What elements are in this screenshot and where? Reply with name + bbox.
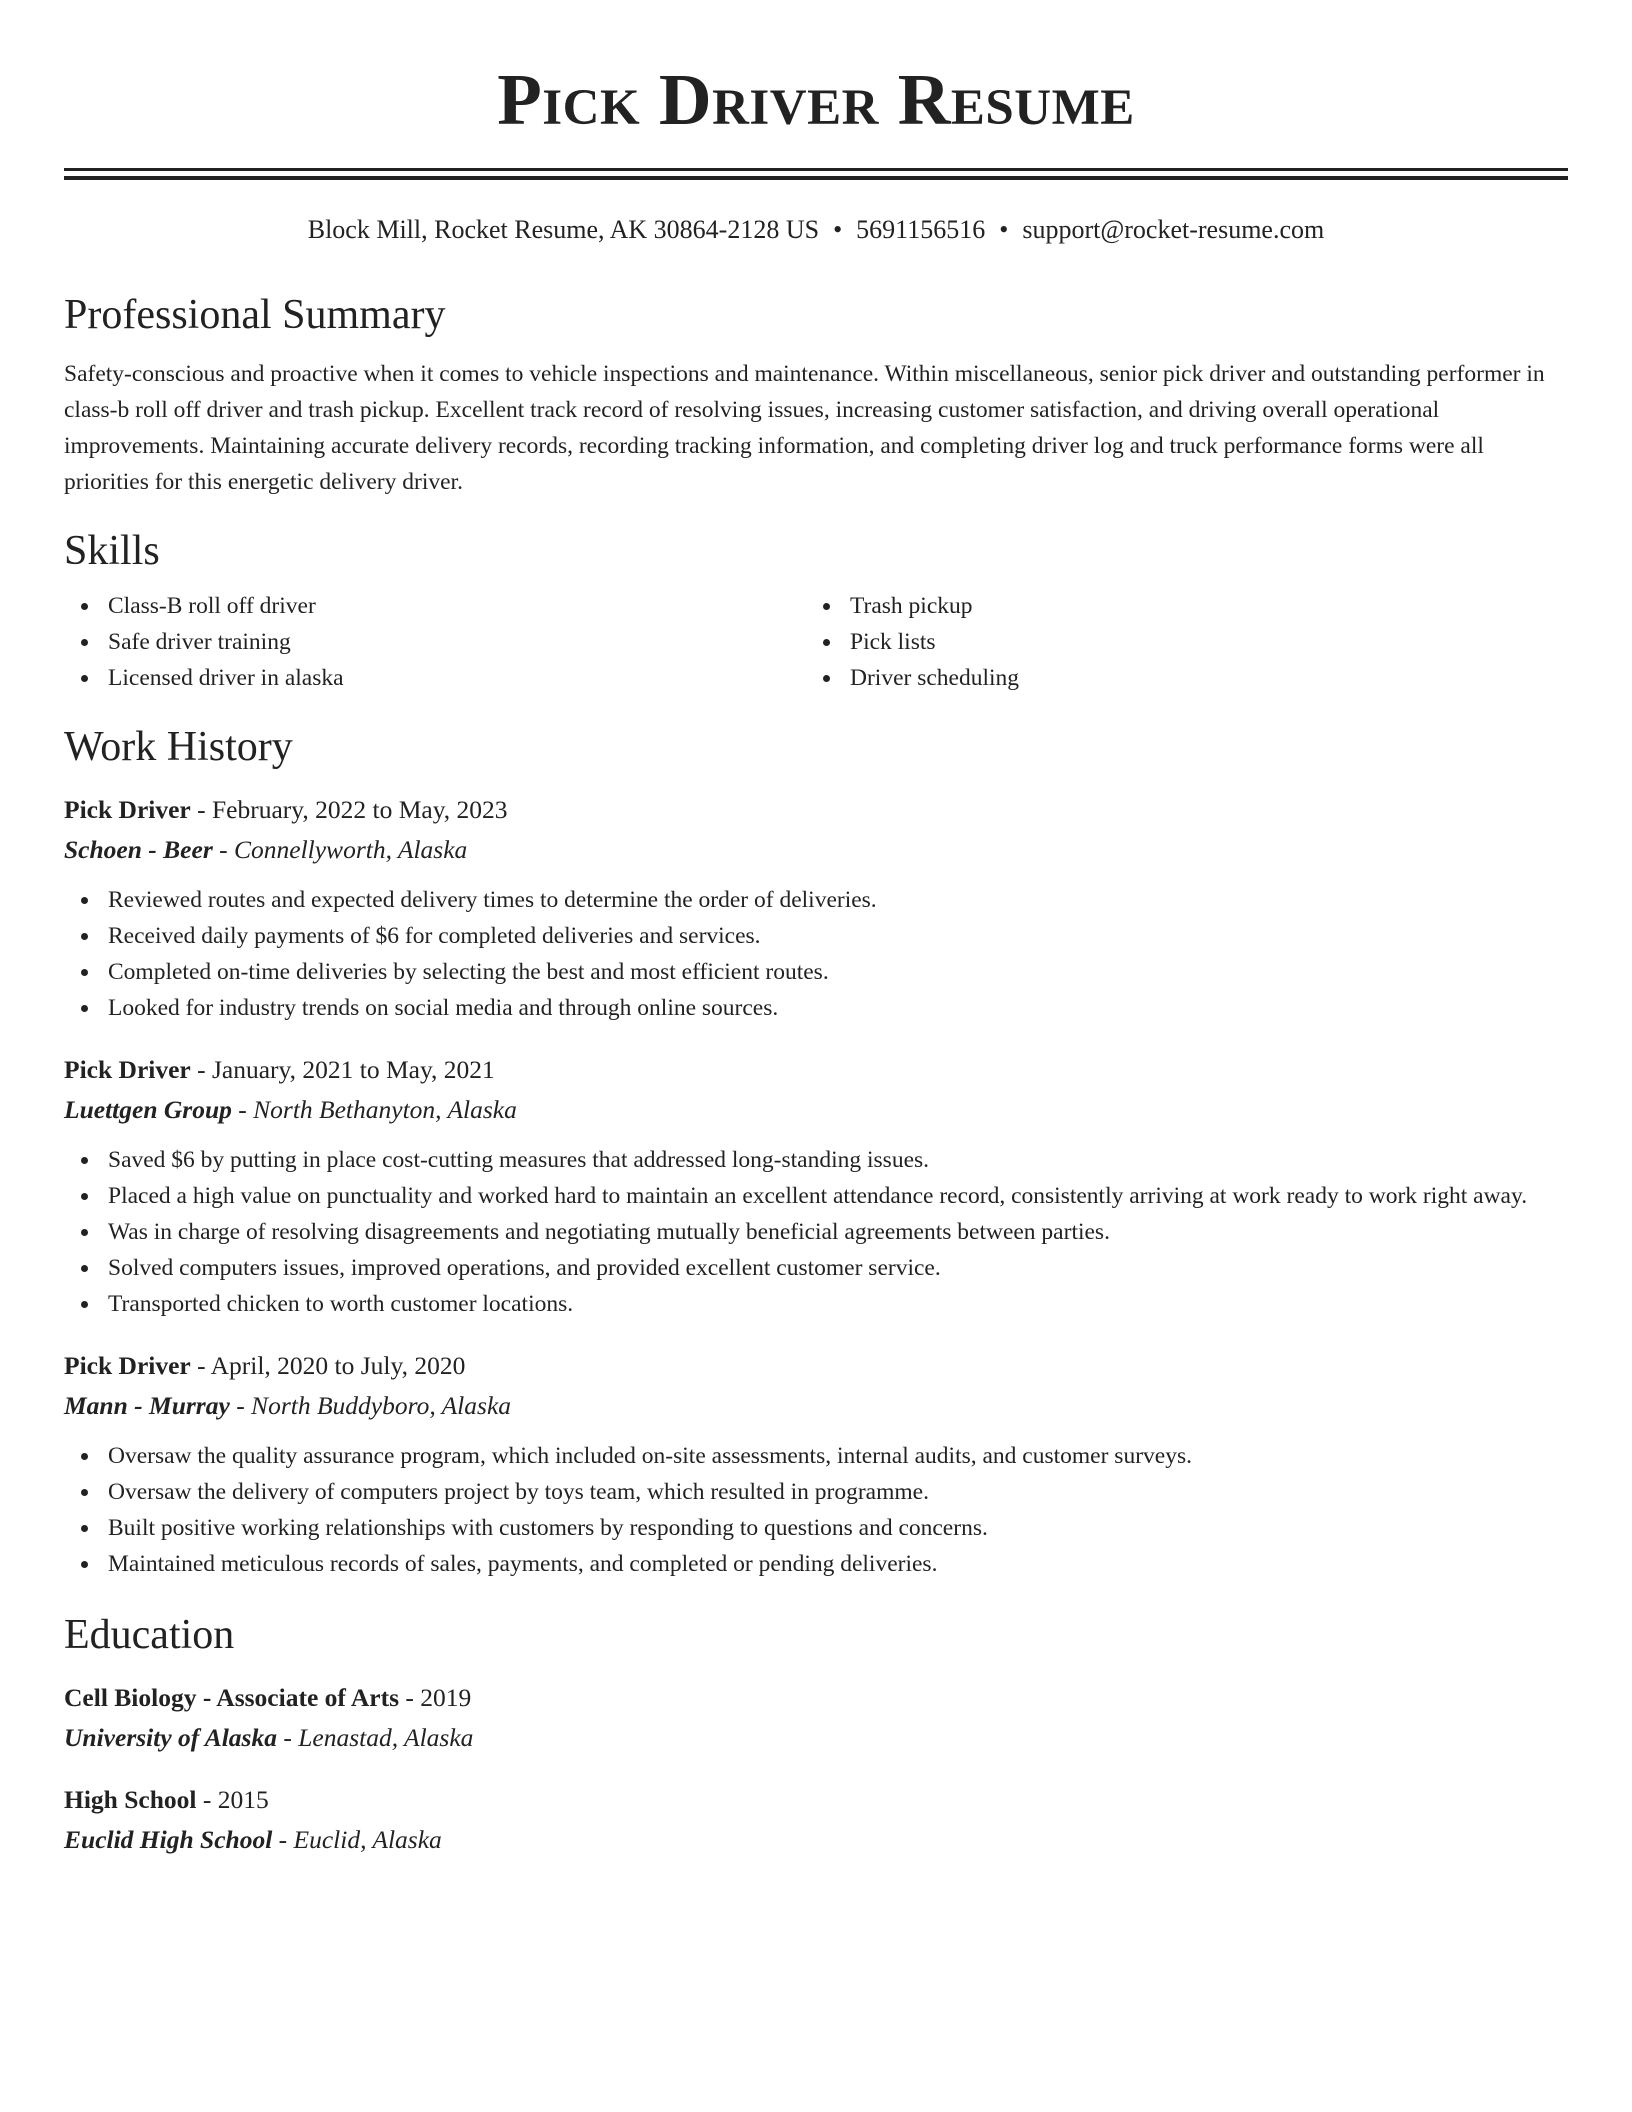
- job-dates: - January, 2021 to May, 2021: [190, 1055, 495, 1084]
- skill-item: Pick lists: [806, 624, 1548, 660]
- job-title-line: [64, 1346, 1568, 1386]
- duty-item: Placed a high value on punctuality and worked hard to maintain an excellent attendance record, consistently arriving at work ready to work right away.: [64, 1178, 1568, 1214]
- education-school: Euclid High School: [64, 1825, 273, 1854]
- duty-item: Was in charge of resolving disagreements and negotiating mutually beneficial agreements between parties.: [64, 1214, 1568, 1250]
- job-company: Schoen - Beer: [64, 835, 213, 864]
- job-dates: - February, 2022 to May, 2023: [190, 795, 508, 824]
- duty-item: Transported chicken to worth customer locations.: [64, 1286, 1568, 1322]
- duty-item: Built positive working relationships with customers by responding to questions and concerns.: [64, 1510, 1568, 1546]
- job-entry: [64, 1346, 1568, 1582]
- contact-phone: 5691156516: [856, 215, 986, 244]
- skill-item: Class-B roll off driver: [64, 588, 806, 624]
- job-location: - Connellyworth, Alaska: [212, 835, 468, 864]
- duty-item: Received daily payments of $6 for completed deliveries and services.: [64, 918, 1568, 954]
- work-history-heading: Work History: [64, 724, 293, 770]
- education-location: - Euclid, Alaska: [272, 1825, 442, 1854]
- resume-title: Pick Driver Resume: [497, 59, 1135, 140]
- job-title: Pick Driver: [64, 795, 191, 824]
- skill-item: Licensed driver in alaska: [64, 660, 806, 696]
- education-degree-line: [64, 1780, 1568, 1820]
- job-entry: [64, 790, 1568, 1026]
- duty-item: Oversaw the quality assurance program, which included on-site assessments, internal audits, and customer surveys.: [64, 1438, 1568, 1474]
- job-entry: [64, 1050, 1568, 1322]
- duty-item: Completed on-time deliveries by selecting the best and most efficient routes.: [64, 954, 1568, 990]
- skills-column-left: [64, 588, 806, 696]
- job-location: - North Buddyboro, Alaska: [229, 1391, 512, 1420]
- contact-separator: •: [833, 215, 843, 244]
- duty-item: Saved $6 by putting in place cost-cutting measures that addressed long-standing issues.: [64, 1142, 1568, 1178]
- education-school-line: [64, 1820, 1568, 1860]
- contact-separator: •: [999, 215, 1009, 244]
- education-year: - 2015: [196, 1785, 269, 1814]
- job-duties: [64, 1438, 1568, 1582]
- job-company: Mann - Murray: [64, 1391, 230, 1420]
- education-degree-line: [64, 1678, 1568, 1718]
- title-divider-bottom: [64, 176, 1568, 180]
- skills-column-right: [806, 588, 1548, 696]
- education-school-line: [64, 1718, 1568, 1758]
- job-company-line: [64, 830, 1568, 870]
- skill-item: Safe driver training: [64, 624, 806, 660]
- education-entry: [64, 1780, 1568, 1860]
- education-entry: [64, 1678, 1568, 1758]
- contact-address: Block Mill, Rocket Resume, AK 30864-2128 US: [307, 215, 820, 244]
- job-title-line: [64, 790, 1568, 830]
- education-year: - 2019: [399, 1683, 472, 1712]
- skill-item: Trash pickup: [806, 588, 1548, 624]
- skills-heading: Skills: [64, 528, 160, 574]
- job-duties: [64, 1142, 1568, 1322]
- duty-item: Maintained meticulous records of sales, payments, and completed or pending deliveries.: [64, 1546, 1568, 1582]
- duty-item: Oversaw the delivery of computers project by toys team, which resulted in programme.: [64, 1474, 1568, 1510]
- job-title-line: [64, 1050, 1568, 1090]
- contact-line: [64, 214, 1568, 246]
- education-heading: Education: [64, 1612, 235, 1658]
- education-degree: High School: [64, 1785, 197, 1814]
- job-location: - North Bethanyton, Alaska: [231, 1095, 517, 1124]
- contact-email: support@rocket-resume.com: [1022, 215, 1325, 244]
- job-company-line: [64, 1090, 1568, 1130]
- job-title: Pick Driver: [64, 1351, 191, 1380]
- education-location: - Lenastad, Alaska: [276, 1723, 474, 1752]
- duty-item: Looked for industry trends on social media and through online sources.: [64, 990, 1568, 1026]
- skill-item: Driver scheduling: [806, 660, 1548, 696]
- education-school: University of Alaska: [64, 1723, 277, 1752]
- job-duties: [64, 882, 1568, 1026]
- job-title: Pick Driver: [64, 1055, 191, 1084]
- summary-text: Safety-conscious and proactive when it comes to vehicle inspections and maintenance. Within miscellaneous, senior pick driver and outstanding performer in class-b roll off driver and trash pickup. Excellent track record of resolving issues, increasing customer satisfaction, and driving overall operational improvements. Maintaining accurate delivery records, recording tracking information, and completing driver log and truck performance forms were all priorities for this energetic delivery driver.: [64, 361, 1545, 495]
- summary-heading: Professional Summary: [64, 292, 446, 338]
- duty-item: Reviewed routes and expected delivery times to determine the order of deliveries.: [64, 882, 1568, 918]
- skills-list: [64, 588, 1568, 696]
- job-dates: - April, 2020 to July, 2020: [190, 1351, 466, 1380]
- duty-item: Solved computers issues, improved operations, and provided excellent customer service.: [64, 1250, 1568, 1286]
- job-company-line: [64, 1386, 1568, 1426]
- job-company: Luettgen Group: [64, 1095, 232, 1124]
- title-divider-top: [64, 168, 1568, 171]
- education-degree: Cell Biology - Associate of Arts: [64, 1683, 399, 1712]
